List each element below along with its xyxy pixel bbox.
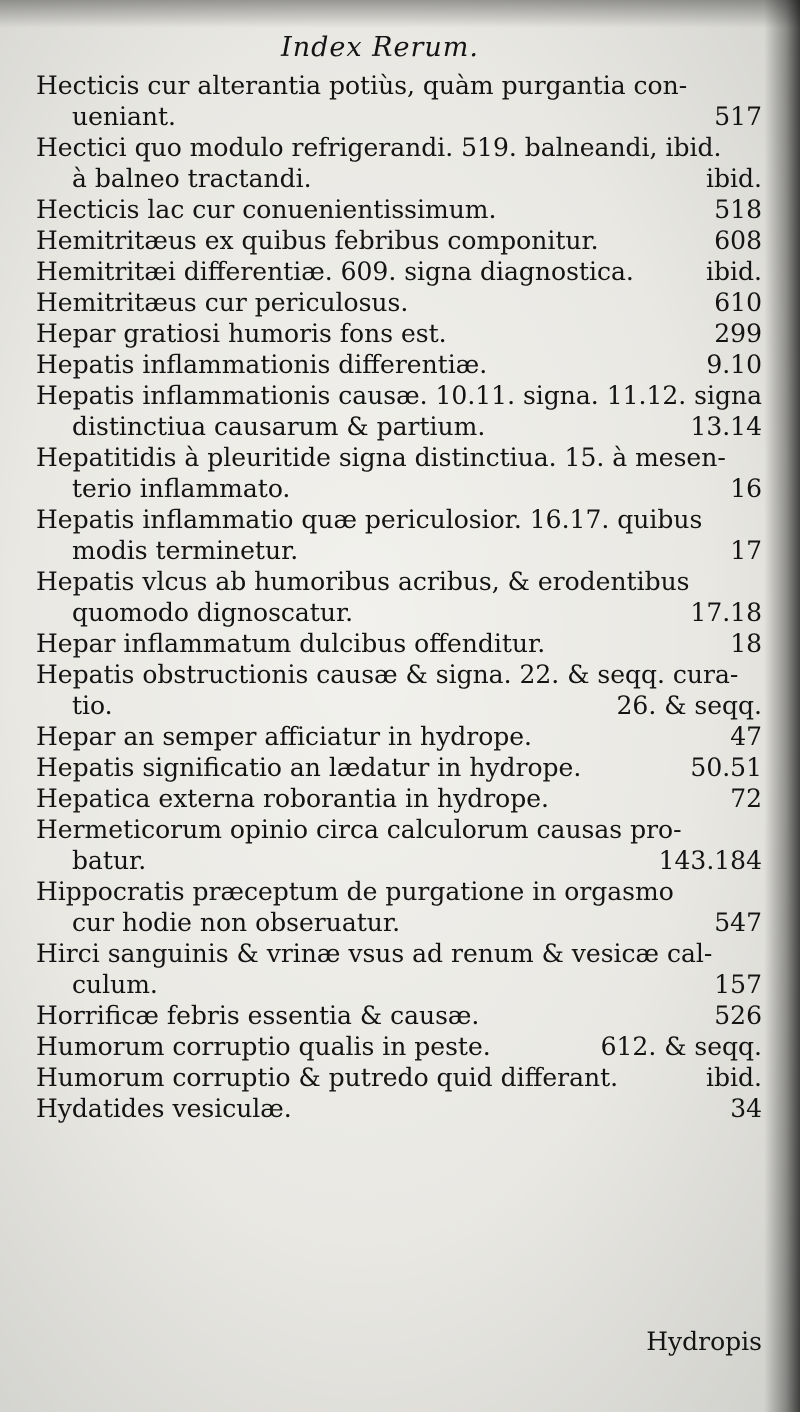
index-entry — [36, 504, 762, 535]
entry-page-ref: 13.14 — [690, 412, 762, 441]
index-entry — [36, 566, 762, 597]
index-entry — [36, 225, 762, 256]
index-entry-continuation — [36, 411, 762, 442]
entry-page-ref: 517 — [714, 102, 762, 131]
entry-text: Hepatis vlcus ab humoribus acribus, & erodentibus — [36, 567, 690, 596]
index-entry — [36, 783, 762, 814]
index-entry — [36, 1000, 762, 1031]
entry-text: Humorum corruptio & putredo quid differant. — [36, 1063, 619, 1092]
index-entry — [36, 752, 762, 783]
entry-page-ref: 16 — [730, 474, 762, 503]
index-entry — [36, 442, 762, 473]
index-entry-continuation — [36, 101, 762, 132]
index-entry-continuation — [36, 690, 762, 721]
entry-text: terio inflammato. — [72, 474, 291, 503]
entry-text: Hirci sanguinis & vrinæ vsus ad renum & vesicæ cal- — [36, 939, 713, 968]
entry-text: modis terminetur. — [72, 536, 299, 565]
index-entry — [36, 132, 762, 163]
entry-text: Hepatis inflammationis causæ. 10.11. signa. 11.12. signa — [36, 381, 763, 410]
entry-page-ref: 547 — [714, 908, 762, 937]
entry-text: Horrificæ febris essentia & causæ. — [36, 1001, 480, 1030]
entry-text: ueniant. — [72, 102, 176, 131]
entry-text: Hepar an semper afficiatur in hydrope. — [36, 722, 533, 751]
entry-text: Hepar gratiosi humoris fons est. — [36, 319, 447, 348]
entry-page-ref: 518 — [714, 195, 762, 224]
index-entry-continuation — [36, 597, 762, 628]
entry-text: Hepatis inflammatio quæ periculosior. 16.17. quibus — [36, 505, 703, 534]
entry-page-ref: 47 — [730, 722, 762, 751]
entry-text: Hepatis significatio an lædatur in hydrope. — [36, 753, 582, 782]
index-entry-continuation — [36, 473, 762, 504]
index-entry-continuation — [36, 845, 762, 876]
index-entry-continuation — [36, 163, 762, 194]
entry-text: Hemitritæi differentiæ. 609. signa diagnostica. — [36, 257, 634, 286]
index-entry — [36, 287, 762, 318]
entry-text: Hermeticorum opinio circa calculorum causas pro- — [36, 815, 682, 844]
entry-text: Hemitritæus ex quibus febribus componitur. — [36, 226, 599, 255]
entry-page-ref: ibid. — [706, 164, 762, 193]
entry-page-ref: ibid. — [706, 1063, 762, 1092]
entry-text: Hippocratis præceptum de purgatione in orgasmo — [36, 877, 674, 906]
entry-text: quomodo dignoscatur. — [72, 598, 354, 627]
index-entry — [36, 628, 762, 659]
catchword: Hydropis — [646, 1327, 762, 1356]
index-entry — [36, 659, 762, 690]
entry-page-ref: 50.51 — [690, 753, 762, 782]
entry-page-ref: 72 — [730, 784, 762, 813]
gutter-shadow — [764, 0, 800, 1412]
entry-page-ref: 17 — [730, 536, 762, 565]
entry-page-ref: 610 — [714, 288, 762, 317]
entry-text: Hepatitidis à pleuritide signa distinctiua. 15. à mesen- — [36, 443, 726, 472]
index-entries — [36, 70, 762, 1124]
entry-text: batur. — [72, 846, 147, 875]
index-entry — [36, 1062, 762, 1093]
index-entry — [36, 349, 762, 380]
entry-text: Hydatides vesiculæ. — [36, 1094, 292, 1123]
entry-page-ref: 299 — [714, 319, 762, 348]
index-entry — [36, 938, 762, 969]
entry-text: culum. — [72, 970, 158, 999]
entry-page-ref: 9.10 — [706, 350, 762, 379]
index-entry-continuation — [36, 969, 762, 1000]
entry-page-ref: 34 — [730, 1094, 762, 1123]
entry-text: Hepatica externa roborantia in hydrope. — [36, 784, 549, 813]
index-entry — [36, 1093, 762, 1124]
index-entry — [36, 256, 762, 287]
entry-text: Hepatis obstructionis causæ & signa. 22. & seqq. cura- — [36, 660, 739, 689]
index-entry — [36, 70, 762, 101]
entry-page-ref: ibid. — [706, 257, 762, 286]
page-header: Index Rerum. — [281, 32, 479, 63]
entry-text: Hepatis inflammationis differentiæ. — [36, 350, 488, 379]
index-entry — [36, 194, 762, 225]
top-edge-shadow — [0, 0, 800, 28]
index-entry — [36, 814, 762, 845]
entry-page-ref: 17.18 — [690, 598, 762, 627]
entry-page-ref: 526 — [714, 1001, 762, 1030]
entry-text: distinctiua causarum & partium. — [72, 412, 486, 441]
entry-text: tio. — [72, 691, 113, 720]
entry-page-ref: 157 — [714, 970, 762, 999]
index-entry — [36, 318, 762, 349]
entry-text: Hectici quo modulo refrigerandi. 519. balneandi, ibid. — [36, 133, 722, 162]
entry-text: Hemitritæus cur periculosus. — [36, 288, 409, 317]
index-entry-continuation — [36, 535, 762, 566]
index-entry — [36, 380, 762, 411]
entry-text: à balneo tractandi. — [72, 164, 312, 193]
entry-text: cur hodie non obseruatur. — [72, 908, 401, 937]
entry-page-ref: 612. & seqq. — [600, 1032, 762, 1061]
entry-text: Hecticis lac cur conuenientissimum. — [36, 195, 497, 224]
entry-page-ref: 608 — [714, 226, 762, 255]
entry-page-ref: 26. & seqq. — [616, 691, 762, 720]
index-entry — [36, 1031, 762, 1062]
index-entry-continuation — [36, 907, 762, 938]
entry-text: Hecticis cur alterantia potiùs, quàm purgantia con- — [36, 71, 688, 100]
entry-text: Hepar inflammatum dulcibus offenditur. — [36, 629, 546, 658]
index-entry — [36, 876, 762, 907]
entry-page-ref: 143.184 — [658, 846, 762, 875]
index-entry — [36, 721, 762, 752]
entry-text: Humorum corruptio qualis in peste. — [36, 1032, 491, 1061]
entry-page-ref: 18 — [730, 629, 762, 658]
